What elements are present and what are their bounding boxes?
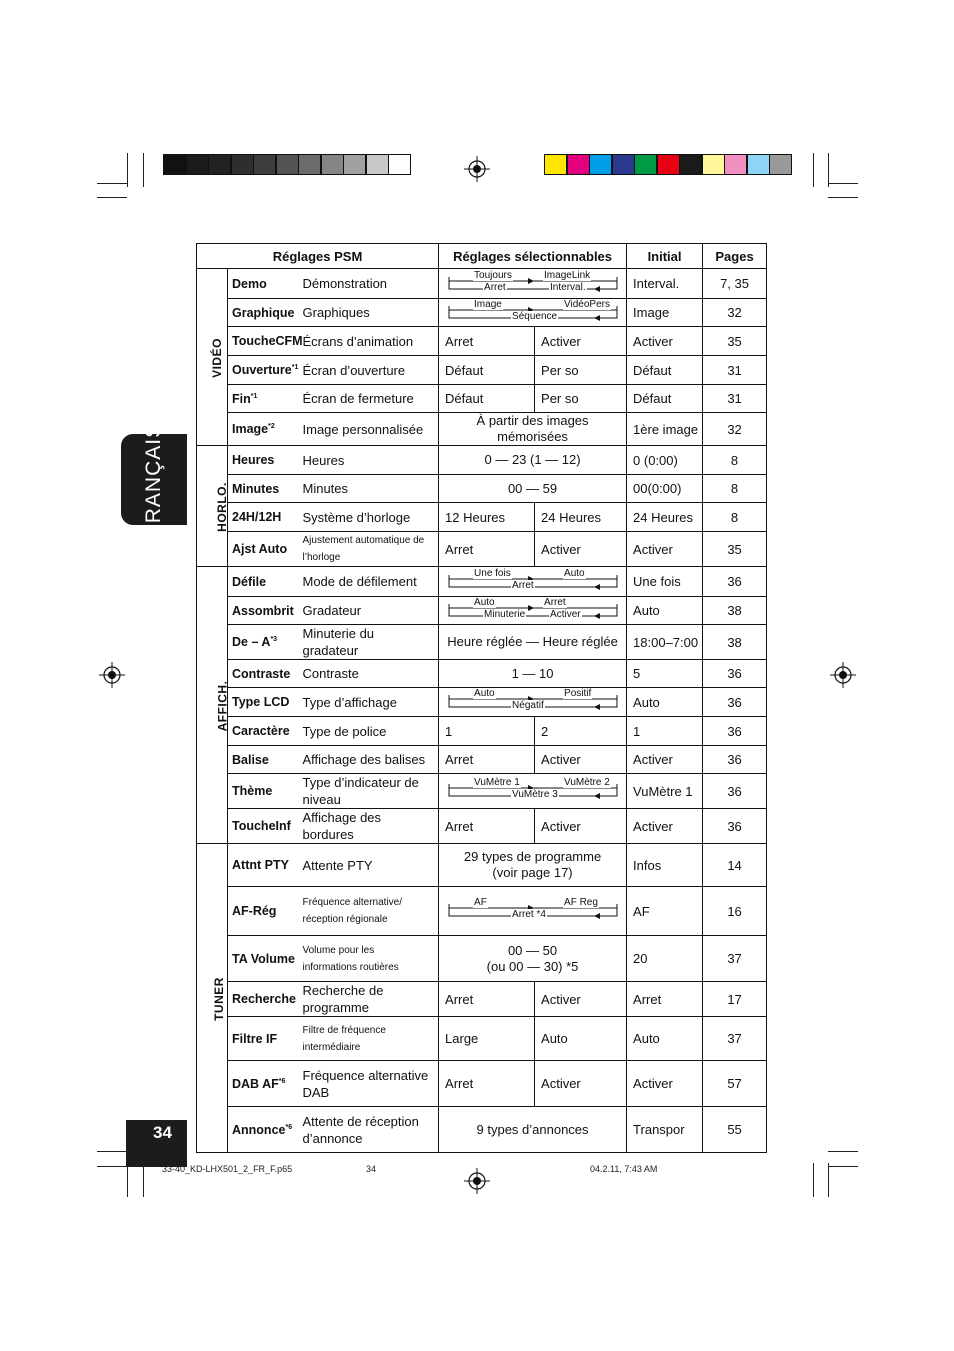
footnote-ref: *1 xyxy=(250,392,258,400)
setting-name xyxy=(228,413,301,446)
setting-name-text: Attnt PTY xyxy=(232,858,289,872)
setting-description: Ajustement automatique de l’horloge xyxy=(301,532,439,567)
setting-name xyxy=(228,269,301,299)
option-cycle-diagram xyxy=(445,598,620,624)
language-label: FRANÇAIS xyxy=(142,422,165,537)
cycle-option-label: Activer xyxy=(550,608,581,620)
setting-name xyxy=(228,887,301,936)
color-swatch xyxy=(231,154,254,175)
cycle-option-label: Minuterie xyxy=(484,608,526,620)
initial-value: Activer xyxy=(627,809,703,844)
setting-description: Fréquence alternative DAB xyxy=(301,1061,439,1107)
option-2: Per so xyxy=(535,356,627,385)
setting-name xyxy=(228,385,301,413)
color-swatch xyxy=(343,154,366,175)
page-reference: 17 xyxy=(703,982,767,1017)
page-reference: 35 xyxy=(703,327,767,356)
page-reference: 37 xyxy=(703,1017,767,1061)
initial-value: Défaut xyxy=(627,385,703,413)
setting-description: Minutes xyxy=(301,475,439,503)
initial-value: Arret xyxy=(627,982,703,1017)
option-2: Activer xyxy=(535,532,627,567)
setting-description: Écran de fermeture xyxy=(301,385,439,413)
setting-name xyxy=(228,774,301,809)
page-reference: 8 xyxy=(703,446,767,475)
setting-description: Filtre de fréquence intermédiaire xyxy=(301,1017,439,1061)
option-2: Activer xyxy=(535,746,627,774)
color-swatch xyxy=(366,154,389,175)
color-swatch xyxy=(702,154,725,175)
table-row xyxy=(197,936,767,982)
setting-name-text: Balise xyxy=(232,752,269,767)
cycle-option-label: VuMètre 1 xyxy=(474,777,520,788)
cycle-option-label: Négatif xyxy=(512,700,544,711)
setting-description: Attente PTY xyxy=(301,844,439,887)
setting-name-text: Contraste xyxy=(232,666,291,681)
page-reference: 31 xyxy=(703,356,767,385)
table-row xyxy=(197,503,767,532)
footnote-ref: *6 xyxy=(278,1077,286,1085)
setting-description: Affichage des balises xyxy=(301,746,439,774)
option-1: Arret xyxy=(439,746,535,774)
section-label: TUNER xyxy=(211,976,226,1021)
table-row xyxy=(197,299,767,327)
color-swatch xyxy=(657,154,680,175)
table-row xyxy=(197,887,767,936)
table-row xyxy=(197,625,767,660)
cycle-option-label: Séquence xyxy=(512,310,558,322)
option-1: 1 xyxy=(439,717,535,746)
page-reference: 38 xyxy=(703,597,767,625)
setting-name-text: DAB AF xyxy=(232,1076,279,1091)
option-1: Large xyxy=(439,1017,535,1061)
initial-value: Transpor xyxy=(627,1107,703,1153)
cycle-option-label: Une fois xyxy=(474,567,511,579)
initial-value: Activer xyxy=(627,1061,703,1107)
setting-description: Écrans d’animation xyxy=(301,327,439,356)
page-reference: 36 xyxy=(703,809,767,844)
setting-description: Type de police xyxy=(301,717,439,746)
table-row xyxy=(197,597,767,625)
color-swatch xyxy=(253,154,276,175)
setting-name-text: Caractère xyxy=(232,724,290,738)
page-reference: 32 xyxy=(703,413,767,446)
setting-name-text: Type LCD xyxy=(232,695,290,709)
setting-name-text: TA Volume xyxy=(232,951,295,966)
setting-name xyxy=(228,299,301,327)
table-row xyxy=(197,446,767,475)
setting-name-text: Défile xyxy=(232,574,267,589)
footnote-ref: *2 xyxy=(268,422,275,430)
initial-value: Infos xyxy=(627,844,703,887)
color-swatch xyxy=(186,154,209,175)
color-swatch xyxy=(163,154,186,175)
initial-value: Une fois xyxy=(627,567,703,597)
cycle-option-label: Toujours xyxy=(474,269,512,281)
setting-name-text: Annonce xyxy=(232,1122,286,1137)
initial-value: 1ère image xyxy=(627,413,703,446)
table-row xyxy=(197,327,767,356)
color-swatch xyxy=(769,154,792,175)
psm-settings-table xyxy=(196,243,767,1153)
footnote-ref: *1 xyxy=(291,363,299,371)
color-swatch xyxy=(567,154,590,175)
setting-name xyxy=(228,475,301,503)
setting-description: Volume pour les informations routières xyxy=(301,936,439,982)
setting-name-text: Fin xyxy=(232,391,251,406)
color-swatch xyxy=(589,154,612,175)
initial-value: VuMètre 1 xyxy=(627,774,703,809)
setting-name-text: Graphique xyxy=(232,305,295,320)
color-swatch xyxy=(298,154,321,175)
table-row xyxy=(197,413,767,446)
page-reference: 36 xyxy=(703,774,767,809)
option-range: 29 types de programme (voir page 17) xyxy=(439,844,627,887)
setting-name xyxy=(228,688,301,717)
option-1: Arret xyxy=(439,1061,535,1107)
page-reference: 36 xyxy=(703,567,767,597)
cycle-option-label: Arret xyxy=(544,596,566,608)
color-swatch xyxy=(634,154,657,175)
header-psm: Réglages PSM xyxy=(197,244,439,269)
setting-name-text: Ouverture xyxy=(232,363,292,377)
option-1: Défaut xyxy=(439,356,535,385)
setting-name xyxy=(228,660,301,688)
initial-value: Auto xyxy=(627,688,703,717)
footer-date: 04.2.11, 7:43 AM xyxy=(590,1164,658,1174)
setting-name-text: Heures xyxy=(232,453,275,467)
setting-description: Écran d’ouverture xyxy=(301,356,439,385)
initial-value: Activer xyxy=(627,532,703,567)
table-row xyxy=(197,475,767,503)
initial-value: Auto xyxy=(627,1017,703,1061)
table-row xyxy=(197,532,767,567)
page-reference: 37 xyxy=(703,936,767,982)
setting-name-text: Recherche xyxy=(232,992,296,1006)
option-2: Activer xyxy=(535,982,627,1017)
table-row xyxy=(197,269,767,299)
option-range: 0 — 23 (1 — 12) xyxy=(439,446,627,475)
footer-page: 34 xyxy=(366,1164,377,1174)
option-cycle-diagram xyxy=(445,271,620,297)
setting-name-text: Assombrit xyxy=(232,603,294,618)
setting-name xyxy=(228,844,301,887)
option-2: 24 Heures xyxy=(535,503,627,532)
option-cycle-cell xyxy=(439,688,627,717)
setting-name xyxy=(228,1107,301,1153)
table-row xyxy=(197,1107,767,1153)
cycle-arrows-icon xyxy=(445,598,621,624)
table-row xyxy=(197,1017,767,1061)
section-label: VIDÉO xyxy=(209,337,224,378)
initial-value: 5 xyxy=(627,660,703,688)
page-reference: 32 xyxy=(703,299,767,327)
option-cycle-cell xyxy=(439,597,627,625)
header-options: Réglages sélectionnables xyxy=(439,244,627,269)
setting-name-text: Thème xyxy=(232,784,273,798)
cycle-option-label: Arret *4 xyxy=(512,909,546,920)
setting-name xyxy=(228,327,301,356)
setting-description: Affichage des bordures xyxy=(301,809,439,844)
setting-name xyxy=(228,625,301,660)
initial-value: 18:00–7:00 xyxy=(627,625,703,660)
option-cycle-diagram xyxy=(445,898,620,924)
table-row xyxy=(197,660,767,688)
setting-description: Attente de réception d’annonce xyxy=(301,1107,439,1153)
cycle-option-label: VuMètre 2 xyxy=(564,777,610,788)
initial-value: 00(0:00) xyxy=(627,475,703,503)
option-cycle-cell xyxy=(439,774,627,809)
table-row xyxy=(197,746,767,774)
setting-description: Mode de défilement xyxy=(301,567,439,597)
color-swatch xyxy=(388,154,411,175)
footer-file: 33-40_KD-LHX501_2_FR_F.p65 xyxy=(162,1164,293,1174)
option-2: Activer xyxy=(535,1061,627,1107)
initial-value: AF xyxy=(627,887,703,936)
setting-name xyxy=(228,1061,301,1107)
color-swatch xyxy=(612,154,635,175)
option-cycle-diagram xyxy=(445,778,620,804)
initial-value: 1 xyxy=(627,717,703,746)
page-number-tab xyxy=(126,1120,187,1167)
page-reference: 36 xyxy=(703,660,767,688)
section-label: AFFICH. xyxy=(215,680,230,731)
section-label-horlo xyxy=(197,446,228,567)
setting-name-text: Image xyxy=(232,422,269,436)
color-swatch xyxy=(544,154,567,175)
registration-mark-icon xyxy=(99,662,125,688)
setting-description: Type d’indicateur de niveau xyxy=(301,774,439,809)
setting-name-text: Demo xyxy=(232,276,267,291)
cycle-option-label: Auto xyxy=(474,688,495,699)
setting-description: Heures xyxy=(301,446,439,475)
cycle-option-label: AF xyxy=(474,897,487,908)
table-row xyxy=(197,385,767,413)
cycle-option-label: Arret xyxy=(484,281,506,293)
setting-name xyxy=(228,809,301,844)
option-range: À partir des images mémorisées xyxy=(439,413,627,446)
registration-mark-icon xyxy=(830,662,856,688)
option-cycle-diagram xyxy=(445,569,620,595)
option-1: Arret xyxy=(439,327,535,356)
section-label-tuner xyxy=(197,844,228,1153)
option-2: Activer xyxy=(535,809,627,844)
section-label-affich xyxy=(197,567,228,844)
setting-name xyxy=(228,446,301,475)
table-row xyxy=(197,809,767,844)
cycle-option-label: Image xyxy=(474,298,502,310)
section-label: HORLO. xyxy=(214,481,229,532)
cycle-option-label: Interval. xyxy=(550,281,586,293)
option-2: Per so xyxy=(535,385,627,413)
setting-name-text: De – A xyxy=(232,635,271,649)
color-swatch xyxy=(747,154,770,175)
table-row xyxy=(197,774,767,809)
color-swatch xyxy=(321,154,344,175)
option-2: Auto xyxy=(535,1017,627,1061)
initial-value: Interval. xyxy=(627,269,703,299)
table-header-row xyxy=(197,244,767,269)
page-number: 34 xyxy=(153,1123,172,1142)
option-cycle-cell xyxy=(439,887,627,936)
setting-name xyxy=(228,532,301,567)
setting-description: Système d’horloge xyxy=(301,503,439,532)
page-reference: 31 xyxy=(703,385,767,413)
setting-name-text: Minutes xyxy=(232,481,280,496)
initial-value: 24 Heures xyxy=(627,503,703,532)
table-row xyxy=(197,982,767,1017)
table-row xyxy=(197,356,767,385)
page-reference: 14 xyxy=(703,844,767,887)
setting-name xyxy=(228,717,301,746)
setting-name-text: Filtre IF xyxy=(232,1031,278,1046)
option-1: Défaut xyxy=(439,385,535,413)
table-row xyxy=(197,567,767,597)
option-cycle-cell xyxy=(439,567,627,597)
footnote-ref: *6 xyxy=(285,1123,293,1131)
option-range: 00 — 59 xyxy=(439,475,627,503)
setting-description: Graphiques xyxy=(301,299,439,327)
setting-name-text: 24H/12H xyxy=(232,510,282,524)
setting-description: Fréquence alternative/ réception régionale xyxy=(301,887,439,936)
option-range: 1 — 10 xyxy=(439,660,627,688)
cycle-option-label: ImageLink xyxy=(544,269,591,281)
option-1: Arret xyxy=(439,532,535,567)
setting-description: Gradateur xyxy=(301,597,439,625)
table-row xyxy=(197,844,767,887)
initial-value: Activer xyxy=(627,746,703,774)
cycle-option-label: Arret xyxy=(512,579,534,591)
option-cycle-cell xyxy=(439,269,627,299)
setting-description: Image personnalisée xyxy=(301,413,439,446)
color-swatch xyxy=(208,154,231,175)
page-reference: 36 xyxy=(703,688,767,717)
cycle-option-label: Auto xyxy=(474,596,495,608)
page-reference: 35 xyxy=(703,532,767,567)
color-swatch xyxy=(276,154,299,175)
option-cycle-diagram xyxy=(445,689,620,715)
page-reference: 36 xyxy=(703,746,767,774)
setting-name xyxy=(228,567,301,597)
page-reference: 55 xyxy=(703,1107,767,1153)
option-range: Heure réglée — Heure réglée xyxy=(439,625,627,660)
setting-name xyxy=(228,746,301,774)
setting-name xyxy=(228,982,301,1017)
page-reference: 38 xyxy=(703,625,767,660)
language-tab xyxy=(121,422,187,537)
option-cycle-cell xyxy=(439,299,627,327)
cycle-option-label: Auto xyxy=(564,567,585,579)
section-label-vido xyxy=(197,269,228,446)
setting-name xyxy=(228,936,301,982)
color-swatch xyxy=(679,154,702,175)
registration-mark-icon xyxy=(464,156,490,182)
setting-description: Recherche de programme xyxy=(301,982,439,1017)
page-reference: 8 xyxy=(703,475,767,503)
footnote-ref: *3 xyxy=(270,635,278,643)
option-range: 9 types d’annonces xyxy=(439,1107,627,1153)
cycle-option-label: VuMètre 3 xyxy=(512,789,558,800)
option-1: Arret xyxy=(439,982,535,1017)
setting-description: Minuterie du gradateur xyxy=(301,625,439,660)
cycle-arrows-icon xyxy=(445,271,621,297)
setting-name xyxy=(228,1017,301,1061)
option-2: 2 xyxy=(535,717,627,746)
table-row xyxy=(197,688,767,717)
initial-value: 0 (0:00) xyxy=(627,446,703,475)
setting-name xyxy=(228,356,301,385)
table-row xyxy=(197,717,767,746)
setting-name-text: AF-Rég xyxy=(232,904,277,918)
setting-name xyxy=(228,597,301,625)
setting-description: Contraste xyxy=(301,660,439,688)
initial-value: 20 xyxy=(627,936,703,982)
header-pages: Pages xyxy=(703,244,767,269)
initial-value: Auto xyxy=(627,597,703,625)
option-cycle-diagram xyxy=(445,300,620,326)
setting-name-text: ToucheCFM xyxy=(232,334,303,348)
registration-mark-icon xyxy=(464,1168,490,1194)
setting-description: Démonstration xyxy=(301,269,439,299)
page-reference: 16 xyxy=(703,887,767,936)
setting-name-text: Ajst Auto xyxy=(232,542,288,556)
initial-value: Défaut xyxy=(627,356,703,385)
option-2: Activer xyxy=(535,327,627,356)
header-initial: Initial xyxy=(627,244,703,269)
setting-name xyxy=(228,503,301,532)
cycle-option-label: VidéoPers xyxy=(564,298,610,310)
table-row xyxy=(197,1061,767,1107)
option-range: 00 — 50 (ou 00 — 30) *5 xyxy=(439,936,627,982)
setting-name-text: ToucheInf xyxy=(232,819,291,833)
page-reference: 36 xyxy=(703,717,767,746)
page-reference: 8 xyxy=(703,503,767,532)
initial-value: Image xyxy=(627,299,703,327)
option-1: Arret xyxy=(439,809,535,844)
cycle-option-label: AF Reg xyxy=(564,897,598,908)
color-swatch xyxy=(724,154,747,175)
page-reference: 57 xyxy=(703,1061,767,1107)
initial-value: Activer xyxy=(627,327,703,356)
cycle-option-label: Positif xyxy=(564,688,592,699)
page-reference: 7, 35 xyxy=(703,269,767,299)
setting-description: Type d’affichage xyxy=(301,688,439,717)
option-1: 12 Heures xyxy=(439,503,535,532)
